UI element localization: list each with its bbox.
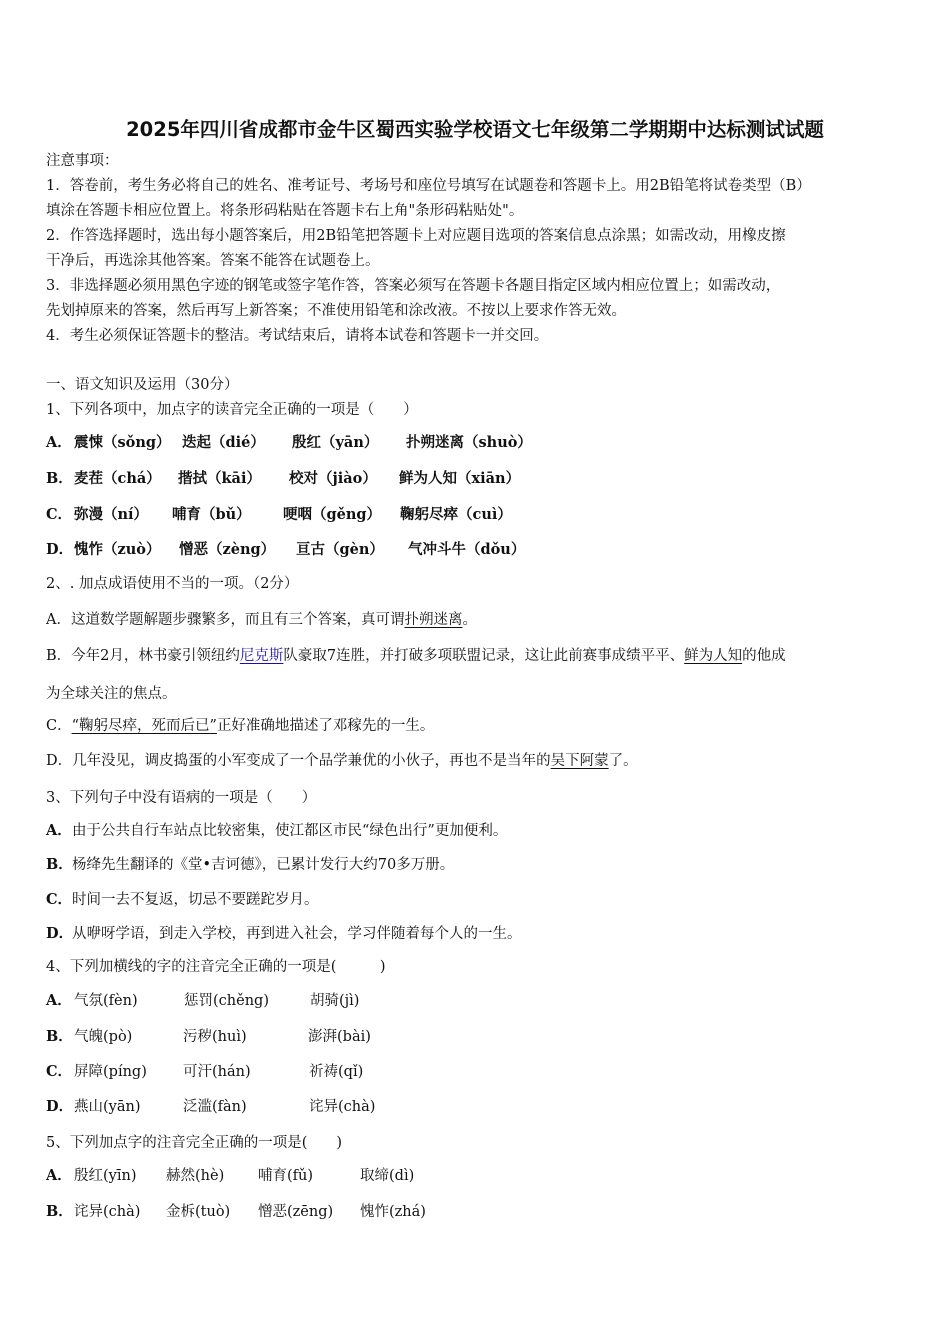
- option-item: 鞠躬尽瘁（cuì）: [400, 506, 512, 523]
- option-item: 殷红（yān）: [292, 434, 379, 451]
- notice-line: 先划掉原来的答案，然后再写上新答案；不准使用铅笔和涂改液。不按以上要求作答无效。: [46, 303, 626, 319]
- q2-option-d: [46, 751, 638, 771]
- q2-c-text: 正好准确地描述了邓稼先的一生。: [216, 718, 435, 734]
- option-label: B．: [46, 856, 73, 873]
- option-label: A．: [46, 822, 72, 839]
- option-label: B．: [46, 470, 73, 487]
- option-item: 愧怍(zhá): [360, 1204, 426, 1220]
- option-item: 憎恶（zèng）: [179, 541, 276, 558]
- option-item: 哽咽（gěng）: [283, 506, 382, 523]
- notice-line: 4．考生必须保证答题卡的整洁。考试结束后，请将本试卷和答题卡一并交回。: [46, 328, 549, 344]
- q3-option-c: [46, 890, 319, 910]
- q2-b-idiom: 鲜为人知: [684, 648, 743, 664]
- option-item: 哺育（bǔ）: [172, 506, 251, 523]
- q2-c-idiom: “鞠躬尽瘁，死而后已”: [71, 718, 217, 734]
- option-item: 殷红(yīn): [74, 1168, 137, 1184]
- notice-line: 2．作答选择题时，选出每小题答案后，用2B铅笔把答题卡上对应题目选项的答案信息点涂黑；如需改动，用橡皮擦: [46, 228, 786, 244]
- option-label: D．: [46, 1098, 74, 1115]
- q2-a-end: 。: [462, 612, 477, 628]
- option-item: 亘古（gèn）: [296, 541, 384, 558]
- q2-b-text: B．今年2月，林书豪引领纽约: [46, 648, 240, 664]
- option-item: 揩拭（kāi）: [178, 470, 261, 487]
- q4-option-a: [46, 991, 360, 1011]
- question-3-stem: 3、下列句子中没有语病的一项是（ ）: [46, 790, 317, 806]
- q2-d-end: 了。: [608, 753, 638, 769]
- q2-option-b-cont: 为全球关注的焦点。: [46, 686, 177, 702]
- option-item: 愧怍（zuò）: [74, 541, 161, 558]
- option-item: 弥漫（ní）: [74, 506, 149, 523]
- option-item: 气氛(fèn): [74, 993, 138, 1009]
- section-heading: 一、语文知识及运用（30分）: [46, 377, 239, 393]
- option-label: B．: [46, 1028, 73, 1045]
- q1-option-b: [46, 469, 521, 489]
- q3-option-b: [46, 855, 454, 875]
- q1-option-a: [46, 433, 532, 453]
- notice-line: 3．非选择题必须用黑色字迹的钢笔或签字笔作答，答案必须写在答题卡各题目指定区域内相应位置上；如需改动，: [46, 278, 781, 294]
- q2-a-text: A．这道数学题解题步骤繁多，而且有三个答案，真可谓: [46, 612, 405, 628]
- option-text: 时间一去不复返，切忌不要蹉跎岁月。: [72, 892, 319, 908]
- q3-option-d: [46, 924, 522, 944]
- q5-option-a: [46, 1166, 415, 1186]
- option-item: 燕山(yān): [74, 1099, 141, 1115]
- question-4-stem: 4、下列加横线的字的注音完全正确的一项是( ): [46, 959, 386, 975]
- option-item: 金柝(tuò): [166, 1204, 231, 1220]
- q2-b-end: 的他成: [742, 648, 786, 664]
- option-item: 赫然(hè): [166, 1168, 225, 1184]
- option-label: C．: [46, 506, 73, 523]
- option-item: 校对（jiào）: [289, 470, 377, 487]
- option-item: 震悚（sǒng）: [74, 434, 171, 451]
- q1-option-d: [46, 540, 526, 560]
- question-2-stem: 2、. 加点成语使用不当的一项。（2分）: [46, 576, 299, 592]
- option-text: 由于公共自行车站点比较密集，使江都区市民“绿色出行”更加便利。: [72, 823, 508, 839]
- option-text: 从咿呀学语，到走入学校，再到进入社会，学习伴随着每个人的一生。: [72, 926, 522, 942]
- notice-line: 干净后，再选涂其他答案。答案不能答在试题卷上。: [46, 253, 380, 269]
- q4-option-c: [46, 1062, 364, 1082]
- notice-heading: 注意事项：: [46, 153, 119, 169]
- option-item: 屏障(píng): [74, 1064, 147, 1080]
- option-label: C．: [46, 1063, 73, 1080]
- option-item: 取缔(dì): [360, 1168, 415, 1184]
- option-item: 可汗(hán): [183, 1064, 251, 1080]
- q2-option-c: [46, 716, 434, 736]
- option-label: D．: [46, 541, 74, 558]
- notice-line: 填涂在答题卡相应位置上。将条形码粘贴在答题卡右上角"条形码粘贴处"。: [46, 203, 524, 219]
- option-item: 气魄(pò): [74, 1029, 133, 1045]
- option-label: C．: [46, 891, 73, 908]
- option-item: 祈祷(qǐ): [309, 1064, 364, 1080]
- option-item: 污秽(huì): [183, 1029, 247, 1045]
- option-item: 气冲斗牛（dǒu）: [408, 541, 526, 558]
- option-item: 诧异(chà): [309, 1099, 376, 1115]
- option-item: 迭起（dié）: [182, 434, 265, 451]
- knicks-link[interactable]: 尼克斯: [239, 648, 284, 664]
- q2-option-b: [46, 646, 786, 666]
- option-item: 憎恶(zēng): [258, 1204, 334, 1220]
- q4-option-b: [46, 1027, 371, 1047]
- q2-d-idiom: 吴下阿蒙: [550, 753, 609, 769]
- option-item: 澎湃(bài): [308, 1029, 371, 1045]
- q2-c-label: C．: [46, 718, 72, 734]
- notice-line: 1．答卷前，考生务必将自己的姓名、准考证号、考场号和座位号填写在试题卷和答题卡上。用2B铅笔将试卷类型（B）: [46, 178, 811, 194]
- question-5-stem: 5、下列加点字的注音完全正确的一项是( ): [46, 1135, 343, 1151]
- option-item: 哺育(fǔ): [258, 1168, 314, 1184]
- question-1-stem: 1、下列各项中，加点字的读音完全正确的一项是（ ）: [46, 402, 418, 418]
- q1-option-c: [46, 505, 512, 525]
- q2-b-mid: 队豪取7连胜，并打破多项联盟记录，这让此前赛事成绩平平、: [283, 648, 685, 664]
- option-item: 扑朔迷离（shuò）: [406, 434, 532, 451]
- option-item: 诧异(chà): [74, 1204, 141, 1220]
- option-item: 胡骑(jì): [310, 993, 360, 1009]
- option-label: A．: [46, 434, 72, 451]
- q2-a-idiom: 扑朔迷离: [404, 612, 463, 628]
- q2-option-a: [46, 610, 477, 630]
- q3-option-a: [46, 821, 507, 841]
- page-title: 2025年四川省成都市金牛区蜀西实验学校语文七年级第二学期期中达标测试试题: [126, 118, 824, 141]
- option-item: 泛滥(fàn): [183, 1099, 247, 1115]
- option-label: D．: [46, 925, 74, 942]
- option-item: 惩罚(chěng): [184, 993, 269, 1009]
- q5-option-b: [46, 1202, 426, 1222]
- option-label: A．: [46, 992, 72, 1009]
- option-label: B．: [46, 1203, 73, 1220]
- option-text: 杨绛先生翻译的《堂•吉诃德》，已累计发行大约70多万册。: [72, 857, 455, 873]
- q2-d-text: D．几年没见，调皮捣蛋的小军变成了一个品学兼优的小伙子，再也不是当年的: [46, 753, 551, 769]
- option-item: 鲜为人知（xiān）: [399, 470, 521, 487]
- q4-option-d: [46, 1097, 376, 1117]
- option-item: 麦茬（chá）: [74, 470, 161, 487]
- option-label: A．: [46, 1167, 72, 1184]
